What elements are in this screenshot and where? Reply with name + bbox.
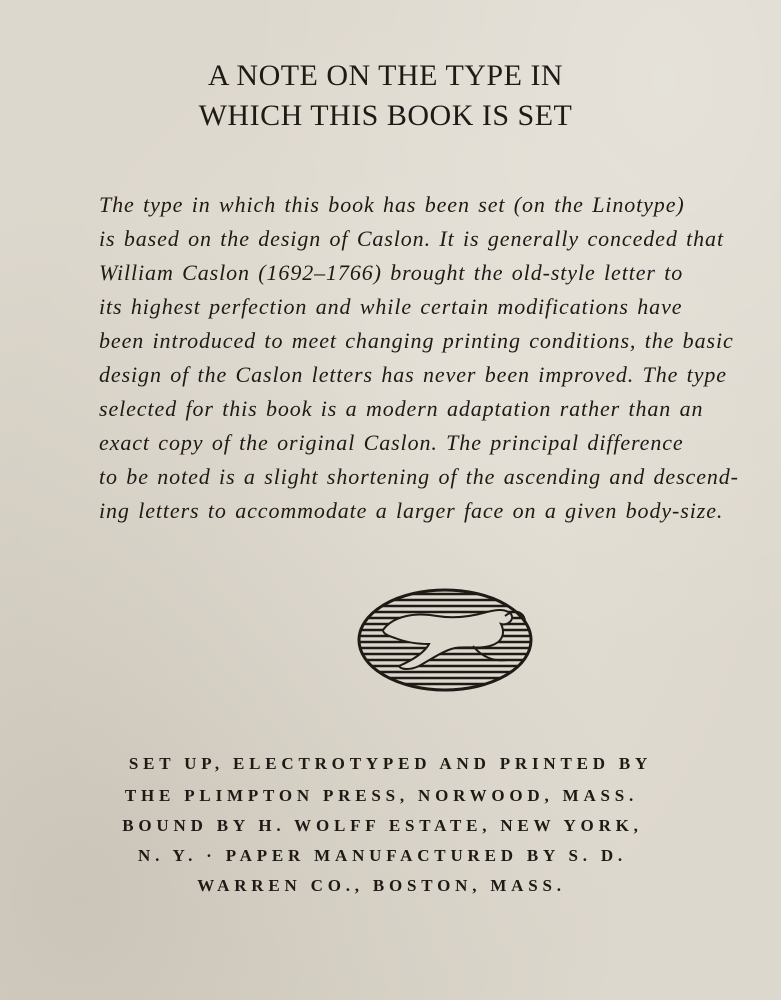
colophon-line: N. Y. · PAPER MANUFACTURED BY S. D. — [138, 846, 627, 865]
page-title-line-1: A NOTE ON THE TYPE IN — [207, 59, 564, 92]
page-title-line-2: WHICH THIS BOOK IS SET — [198, 99, 573, 132]
body-line: exact copy of the original Caslon. The principal difference — [99, 430, 684, 455]
colophon-line: THE PLIMPTON PRESS, NORWOOD, MASS. — [124, 786, 639, 805]
body-line: William Caslon (1692–1766) brought the old-style letter to — [99, 260, 684, 285]
colophon-line: SET UP, ELECTROTYPED AND PRINTED BY — [128, 754, 653, 773]
body-line: design of the Caslon letters has never been improved. The type — [99, 362, 727, 387]
body-line: selected for this book is a modern adaptation rather than an — [99, 396, 704, 421]
body-line: to be noted is a slight shortening of the ascending and descend- — [99, 464, 739, 489]
body-line: its highest perfection and while certain modifications have — [99, 294, 683, 319]
colophon-line: BOUND BY H. WOLFF ESTATE, NEW YORK, — [122, 816, 643, 835]
body-line: been introduced to meet changing printing conditions, the basic — [99, 328, 734, 353]
body-line: ing letters to accommodate a larger face on a given body-size. — [99, 498, 724, 523]
colophon-line: WARREN CO., BOSTON, MASS. — [197, 876, 566, 895]
body-line: The type in which this book has been set (on the Linotype) — [99, 192, 685, 217]
body-line: is based on the design of Caslon. It is generally conceded that — [99, 226, 724, 251]
greyhound-oval-emblem-icon — [355, 586, 535, 694]
